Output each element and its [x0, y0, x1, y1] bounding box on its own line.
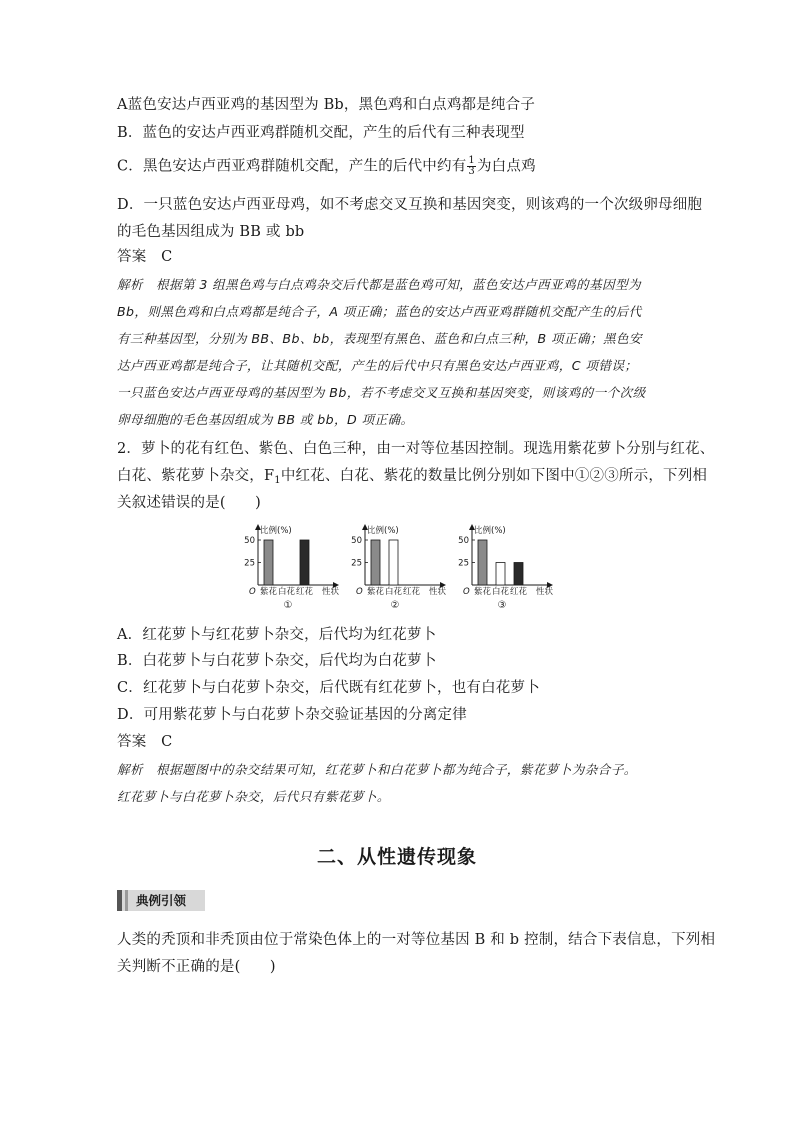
option-a-q2: A．红花萝卜与红花萝卜杂交，后代均为红花萝卜 [117, 627, 437, 643]
answer-q2: 答案 C [117, 734, 173, 750]
chart-bar-2 [300, 540, 309, 585]
chart-bar-0 [264, 540, 273, 585]
chart-y-label: 比例(%) [474, 526, 506, 536]
chart-bar-1 [389, 540, 398, 585]
chart-bar-0 [478, 540, 487, 585]
chart-category-label: 白花 [491, 587, 510, 597]
option-d-q1-line2: 的毛色基因组成为 BB 或 bb [117, 224, 305, 240]
explanation-q1-line2: Bb，则黑色鸡和白点鸡都是纯合子，A 项正确；蓝色的安达卢西亚鸡群随机交配产生的后代 [117, 304, 642, 319]
explanation-q1-line5: 一只蓝色安达卢西亚母鸡的基因型为 Bb，若不考虑交叉互换和基因突变，则该鸡的一个次级 [117, 385, 646, 400]
fraction-denominator: 3 [468, 166, 475, 177]
tag-marker [125, 890, 128, 911]
question-2-line2 [117, 466, 707, 491]
question-2-line1: 2．萝卜的花有红色、紫色、白色三种，由一对等位基因控制。现选用紫花萝卜分别与红花、 [117, 441, 715, 457]
chart-bar-1 [496, 563, 505, 586]
chart-x-label: 性状 [322, 587, 340, 597]
chart-y-label: 比例(%) [367, 526, 399, 536]
chart-origin-label: O [463, 587, 470, 597]
option-c-text: C．黑色安达卢西亚鸡群随机交配，产生的后代中约有 [117, 158, 467, 175]
question-3-line1: 人类的秃顶和非秃顶由位于常染色体上的一对等位基因 B 和 b 控制，结合下表信息，下列相 [117, 932, 716, 948]
chart-y-label: 比例(%) [260, 526, 292, 536]
chart-category-label: 紫花 [473, 587, 492, 597]
chart-category-label: 红花 [509, 587, 528, 597]
section-title: 二、从性遗传现象 [316, 846, 477, 868]
chart-y-tick-label: 50 [244, 536, 255, 546]
chart-category-label: 白花 [384, 587, 403, 597]
question-2-text: 白花、紫花萝卜杂交，F [117, 468, 275, 484]
chart-bar-2 [514, 563, 523, 586]
explanation-q1-line3: 有三种基因型，分别为 BB、Bb、bb，表现型有黑色、蓝色和白点三种，B 项正确；黑色安 [117, 331, 642, 346]
option-d-q2: D．可用紫花萝卜与白花萝卜杂交验证基因的分离定律 [117, 707, 467, 723]
chart-origin-label: O [249, 587, 256, 597]
tag-label: 典例引领 [136, 893, 187, 908]
option-d-q1-line1: D．一只蓝色安达卢西亚母鸡，如不考虑交叉互换和基因突变，则该鸡的一个次级卵母细胞 [117, 197, 703, 213]
chart-category-label: 红花 [295, 587, 314, 597]
option-b-q2: B．白花萝卜与白花萝卜杂交，后代均为白花萝卜 [117, 653, 437, 669]
option-b-q1: B．蓝色的安达卢西亚鸡群随机交配，产生的后代有三种表现型 [117, 125, 525, 141]
example-tag [117, 890, 205, 911]
chart-origin-label: O [356, 587, 363, 597]
explanation-q1-line6: 卵母细胞的毛色基因组成为 BB 或 bb，D 项正确。 [117, 412, 414, 427]
chart-x-label: 性状 [536, 587, 554, 597]
chart-category-label: 紫花 [259, 587, 278, 597]
charts-group [244, 525, 553, 611]
bar-charts-figure [240, 517, 570, 617]
chart-category-label: 紫花 [366, 587, 385, 597]
chart-category-label: 红花 [402, 587, 421, 597]
fraction-one-third [467, 156, 476, 177]
chart-y-tick-label: 25 [244, 558, 255, 569]
question-2-line3: 关叙述错误的是( ) [117, 495, 262, 511]
chart-number-label: ③ [497, 600, 507, 611]
chart-y-tick-label: 25 [351, 558, 362, 569]
explanation-q2-line1: 解析 根据题图中的杂交结果可知，红花萝卜和白花萝卜都为纯合子，紫花萝卜为杂合子。 [117, 762, 637, 777]
question-2-text-tail: 中红花、白花、紫花的数量比例分别如下图中①②③所示，下列相 [280, 468, 708, 484]
chart-y-tick-label: 50 [458, 536, 469, 546]
chart-y-tick-label: 50 [351, 536, 362, 546]
chart-category-label: 白花 [277, 587, 296, 597]
chart-number-label: ① [283, 600, 293, 611]
option-c-tail: 为白点鸡 [476, 158, 536, 175]
fraction-numerator: 1 [468, 155, 475, 166]
chart-y-tick-label: 25 [458, 558, 469, 569]
question-3-line2: 关判断不正确的是( ) [117, 959, 276, 975]
chart-x-label: 性状 [429, 587, 447, 597]
explanation-q1-line1: 解析 根据第 3 组黑色鸡与白点鸡杂交后代都是蓝色鸡可知，蓝色安达卢西亚鸡的基因型为 [117, 277, 641, 292]
explanation-q2-line2: 红花萝卜与白花萝卜杂交，后代只有紫花萝卜。 [117, 789, 390, 804]
option-c-q2: C．红花萝卜与白花萝卜杂交，后代既有红花萝卜，也有白花萝卜 [117, 680, 540, 696]
chart-number-label: ② [390, 600, 400, 611]
option-a-q1: A蓝色安达卢西亚鸡的基因型为 Bb，黑色鸡和白点鸡都是纯合子 [117, 97, 536, 113]
chart-bar-0 [371, 540, 380, 585]
option-c-q1 [117, 156, 536, 177]
answer-q1: 答案 C [117, 249, 173, 265]
explanation-q1-line4: 达卢西亚鸡都是纯合子，让其随机交配，产生的后代中只有黑色安达卢西亚鸡，C 项错误； [117, 358, 638, 373]
subscript-1: 1 [274, 475, 281, 486]
